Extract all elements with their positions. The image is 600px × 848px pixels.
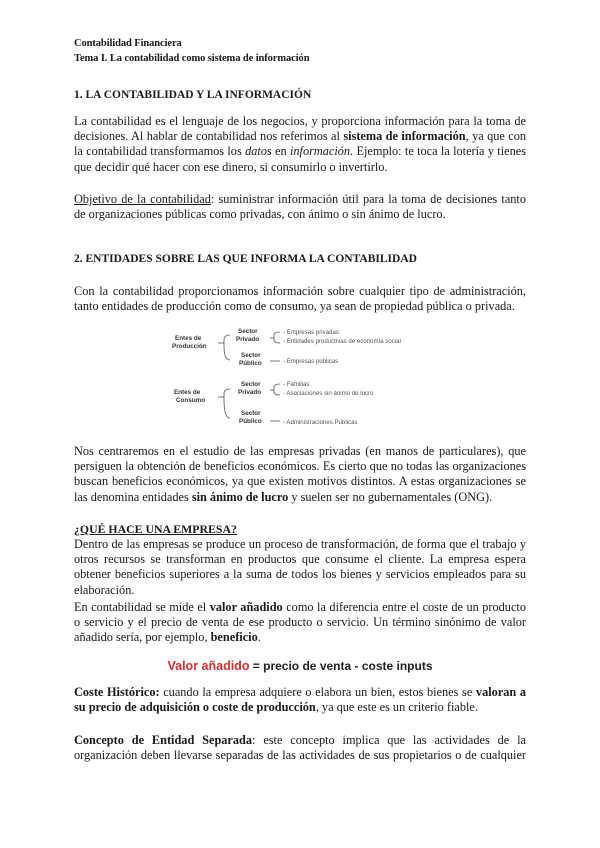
g2-public-label-2: Público xyxy=(239,418,262,425)
text-run: La contabilidad es el lenguaje de los negocios, y proporciona información para la toma de decisiones. Al hablar de contabilidad nos referimos al xyxy=(74,114,526,144)
text-run: como la diferencia entre el coste de un producto o servicio y el precio de venta de ese producto o servicio. Un término sinónimo de valor añadido sería, por ejemplo, xyxy=(74,600,526,645)
g2-private-label-2: Privado xyxy=(238,389,262,396)
bold-term: sistema de información xyxy=(343,129,466,144)
text-run: , ya que este es un criterio fiable. xyxy=(315,700,478,715)
section-1-heading: 1. LA CONTABILIDAD Y LA INFORMACIÓN xyxy=(74,89,312,101)
g1-private-item-2: - Entidades productivas de economía social xyxy=(283,338,401,345)
text-run: Nos centraremos en el estudio de las empresas privadas (en manos de particulares), que persiguen la obtención de beneficios económicos. Es cierto que no todas las organizaciones buscan beneficios económicos, ya que existen motivos distintos. A estas organizaciones se las denomina entidades xyxy=(74,444,526,504)
group-production-label-1: Entes de xyxy=(175,335,202,342)
italic-term: datos xyxy=(245,144,272,159)
section-2-paragraph-2 xyxy=(74,444,526,505)
text-run: En contabilidad se mide el xyxy=(74,600,210,614)
section-3-paragraph-2 xyxy=(74,600,526,646)
text-run: Ejemplo: te toca la lotería y tienes que decidir qué hacer con ese dinero, si consumirlo o invertirlo. xyxy=(74,144,526,174)
bold-term: valoran a su precio de adquisición o coste de producción xyxy=(74,685,527,715)
g2-private-item-2: - Asociaciones sin ánimo de lucro xyxy=(283,390,374,397)
section-3-paragraph-3 xyxy=(74,685,526,715)
section-2-heading: 2. ENTIDADES SOBRE LAS QUE INFORMA LA CONTABILIDAD xyxy=(74,253,417,265)
brace-production xyxy=(224,335,230,360)
bold-term: beneficio xyxy=(210,630,258,645)
g1-public-item-1: - Empresas públicas xyxy=(283,358,339,365)
underlined-term: Objetivo de la contabilidad xyxy=(74,192,211,206)
entities-diagram xyxy=(170,326,430,434)
g2-public-label-1: Sector xyxy=(241,410,261,417)
bold-term: sin ánimo de lucro xyxy=(191,489,289,504)
section-3-paragraph-4 xyxy=(74,733,526,763)
g1-public-label-2: Público xyxy=(239,360,262,367)
g1-private-item-1: - Empresas privadas xyxy=(283,329,339,336)
bold-term: Coste Histórico: xyxy=(74,685,160,699)
g2-private-item-1: - Familias xyxy=(283,381,310,388)
text-run: en xyxy=(271,144,290,159)
section-1-paragraph-1 xyxy=(74,114,526,175)
g2-private-label-1: Sector xyxy=(241,381,261,388)
group-consumption-label-2: Consumo xyxy=(176,397,206,404)
italic-term: información. xyxy=(289,144,354,159)
formula-label: Valor añadido xyxy=(167,659,250,673)
value-added-formula xyxy=(0,659,600,673)
section-1-paragraph-2 xyxy=(74,192,526,222)
topic-title: Tema I. La contabilidad como sistema de información xyxy=(74,53,310,64)
g1-public-label-1: Sector xyxy=(241,352,261,359)
group-consumption-label-1: Entes de xyxy=(174,389,201,396)
bold-term: valor añadido xyxy=(209,600,283,614)
text-run: : este concepto implica que las actividades de la organización deben llevarse separadas de las actividades de sus propietarios o de cualquier xyxy=(74,733,526,763)
section-3-heading: ¿QUÉ HACE UNA EMPRESA? xyxy=(74,522,237,536)
section-2-paragraph-1: Con la contabilidad proporcionamos información sobre cualquier tipo de administración, tanto entidades de producción como de consumo, ya sean de propiedad pública o privada. xyxy=(74,284,526,314)
text-run: . xyxy=(257,630,261,645)
section-3-paragraph-1: Dentro de las empresas se produce un proceso de transformación, de forma que el trabajo y otros recursos se transforman en productos que consume el cliente. La empresa espera obtener beneficios superiores a la suma de todos los bienes y servicios empleados para su elaboración. xyxy=(74,537,526,597)
brace-g1-private xyxy=(274,332,280,343)
brace-consumption xyxy=(224,389,230,418)
brace-g2-private xyxy=(274,384,280,395)
formula-expression: = precio de venta - coste inputs xyxy=(249,659,433,673)
g1-private-label-2: Privado xyxy=(236,336,260,343)
course-title: Contabilidad Financiera xyxy=(74,38,182,49)
text-run: : suministrar información útil para la toma de decisiones tanto de organizaciones públicas como privadas, con ánimo o sin ánimo de lucro. xyxy=(74,192,526,222)
text-run: , ya que con la contabilidad transformamos los xyxy=(74,129,526,159)
bold-term: Concepto de Entidad Separada xyxy=(74,733,253,747)
text-run: cuando la empresa adquiere o elabora un bien, estos bienes se xyxy=(159,685,476,699)
g1-private-label-1: Sector xyxy=(238,328,258,335)
group-production-label-2: Producción xyxy=(172,343,207,350)
g2-public-item-1: - Administraciones Públicas xyxy=(283,419,358,426)
text-run: y suelen ser no gubernamentales (ONG). xyxy=(288,489,493,504)
